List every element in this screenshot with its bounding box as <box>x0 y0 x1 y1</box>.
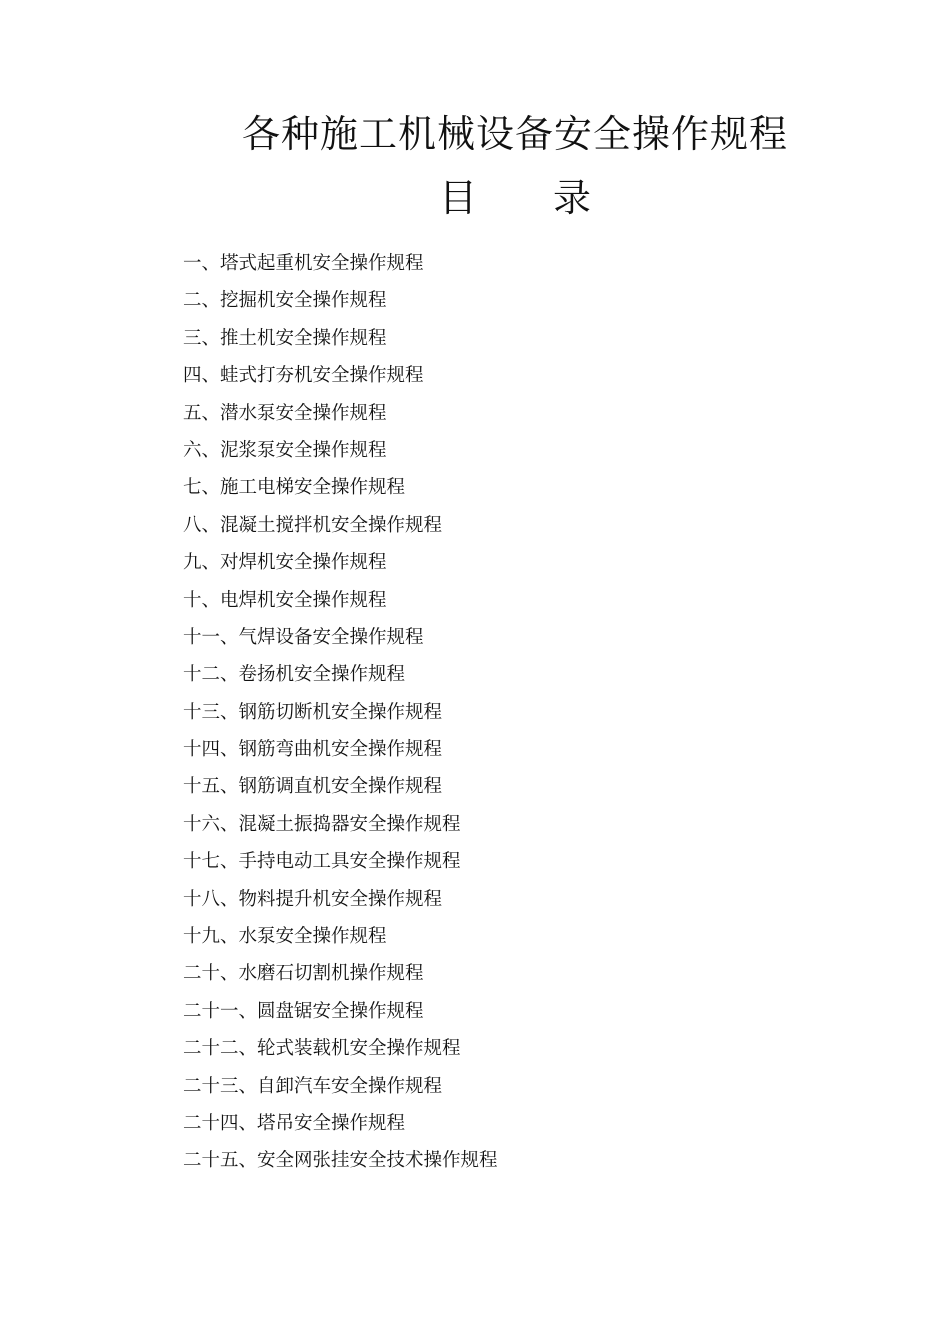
toc-item: 十一、气焊设备安全操作规程 <box>183 626 424 648</box>
toc-item: 五、潜水泵安全操作规程 <box>183 402 387 424</box>
toc-item: 二十五、安全网张挂安全技术操作规程 <box>183 1150 498 1172</box>
toc-item: 十七、手持电动工具安全操作规程 <box>183 851 461 873</box>
toc-item: 十四、钢筋弯曲机安全操作规程 <box>183 739 443 761</box>
toc-item: 十八、物料提升机安全操作规程 <box>183 888 443 910</box>
toc-item: 十、电焊机安全操作规程 <box>183 589 387 611</box>
toc-heading-right: 录 <box>553 176 592 220</box>
toc-item: 十六、混凝土振捣器安全操作规程 <box>183 813 461 835</box>
toc-item: 二十二、轮式装载机安全操作规程 <box>183 1038 461 1060</box>
toc-item: 二十一、圆盘锯安全操作规程 <box>183 1000 424 1022</box>
toc-item: 一、塔式起重机安全操作规程 <box>183 253 424 274</box>
toc-item: 十二、卷扬机安全操作规程 <box>183 664 406 686</box>
toc-item: 二十、水磨石切割机操作规程 <box>183 963 424 985</box>
toc-item: 十三、钢筋切断机安全操作规程 <box>183 701 443 723</box>
toc-heading-left: 目 <box>438 176 477 220</box>
document-title: 各种施工机械设备安全操作规程 <box>241 112 788 156</box>
toc-item: 十五、钢筋调直机安全操作规程 <box>183 776 443 798</box>
toc-item: 三、推土机安全操作规程 <box>183 327 387 349</box>
toc-item: 六、泥浆泵安全操作规程 <box>183 439 387 461</box>
toc-item: 二、挖掘机安全操作规程 <box>183 290 387 312</box>
toc-item: 四、蛙式打夯机安全操作规程 <box>183 365 424 387</box>
toc-item: 八、混凝土搅拌机安全操作规程 <box>183 514 443 536</box>
toc-list <box>183 245 498 1180</box>
toc-item: 二十三、自卸汽车安全操作规程 <box>183 1075 443 1097</box>
toc-heading <box>0 172 950 224</box>
toc-item: 七、施工电梯安全操作规程 <box>183 477 406 499</box>
toc-item: 二十四、塔吊安全操作规程 <box>183 1112 406 1134</box>
toc-item: 九、对焊机安全操作规程 <box>183 552 387 574</box>
toc-item: 十九、水泵安全操作规程 <box>183 926 387 948</box>
